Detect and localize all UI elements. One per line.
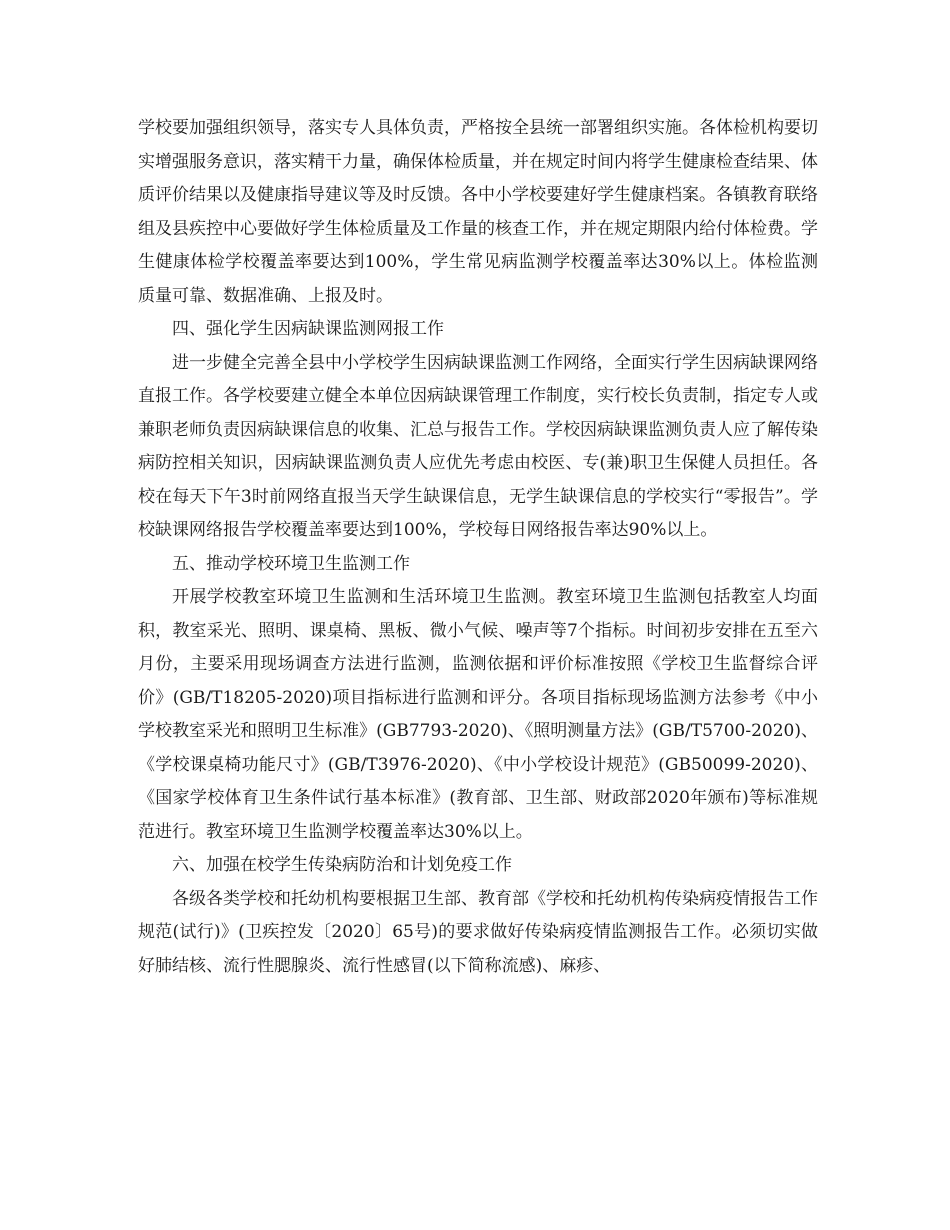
- section-heading-environment-monitoring: 五、推动学校环境卫生监测工作: [172, 553, 410, 574]
- paragraph-environment-monitoring: 开展学校教室环境卫生监测和生活环境卫生监测。教室环境卫生监测包括教室人均面积，教室采光、照明、课桌椅、黑板、微小气候、噪声等7个指标。时间初步安排在五至六月份，主要采用现场调查方法进行监测，监测依据和评价标准按照《学校卫生监督综合评价》(GB/T18205-2020)项目指标进行监测和评分。各项目指标现场监测方法参考《中小学校教室采光和照明卫生标准》(GB7793-2020)、《照明测量方法》(GB/T5700-2020)、《学校课桌椅功能尺寸》(GB/T3976-2020)、《中小学校设计规范》(GB50099-2020)、《国家学校体育卫生条件试行基本标准》(教育部、卫生部、财政部2020年颁布)等标准规范进行。教室环境卫生监测学校覆盖率达30%以上。: [138, 587, 818, 842]
- section-heading-disease-prevention: 六、加强在校学生传染病防治和计划免疫工作: [172, 855, 512, 875]
- section-heading-absence-monitoring: 四、强化学生因病缺课监测网报工作: [172, 319, 444, 339]
- document-body: [138, 112, 818, 983]
- paragraph-exam-organization: 学校要加强组织领导，落实专人具体负责，严格按全县统一部署组织实施。各体检机构要切实增强服务意识，落实精干力量，确保体检质量，并在规定时间内将学生健康检查结果、体质评价结果以及健康指导建议等及时反馈。各中小学校要建好学生健康档案。各镇教育联络组及县疾控中心要做好学生体检质量及工作量的核查工作，并在规定期限内给付体检费。学生健康体检学校覆盖率要达到100%，学生常见病监测学校覆盖率达30%以上。体检监测质量可靠、数据准确、上报及时。: [138, 118, 818, 306]
- paragraph-absence-monitoring: 进一步健全完善全县中小学校学生因病缺课监测工作网络，全面实行学生因病缺课网络直报工作。各学校要建立健全本单位因病缺课管理工作制度，实行校长负责制，指定专人或兼职老师负责因病缺课信息的收集、汇总与报告工作。学校因病缺课监测负责人应了解传染病防控相关知识，因病缺课监测负责人应优先考虑由校医、专(兼)职卫生保健人员担任。各校在每天下午3时前网络直报当天学生缺课信息，无学生缺课信息的学校实行“零报告”。学校缺课网络报告学校覆盖率要达到100%，学校每日网络报告率达90%以上。: [138, 352, 818, 540]
- paragraph-disease-prevention: 各级各类学校和托幼机构要根据卫生部、教育部《学校和托幼机构传染病疫情报告工作规范(试行)》(卫疾控发〔2020〕65号)的要求做好传染病疫情监测报告工作。必须切实做好肺结核、流行性腮腺炎、流行性感冒(以下简称流感)、麻疹、: [138, 888, 818, 976]
